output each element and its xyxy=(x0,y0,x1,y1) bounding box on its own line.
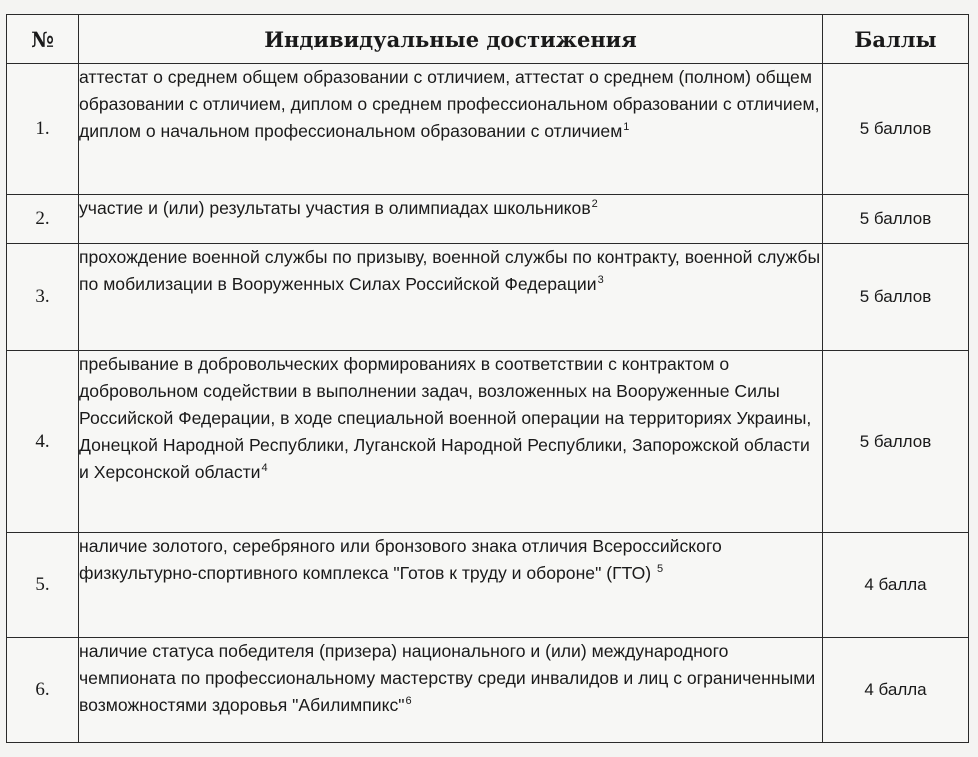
header-points: Баллы xyxy=(823,15,969,64)
row-description xyxy=(79,638,823,743)
achievements-table xyxy=(6,14,969,743)
table-row xyxy=(7,244,969,351)
row-number: 6. xyxy=(7,638,79,743)
row-number: 2. xyxy=(7,195,79,244)
row-number: 1. xyxy=(7,64,79,195)
footnote-mark: 5 xyxy=(657,563,664,576)
footnote-mark: 1 xyxy=(623,121,630,134)
row-description xyxy=(79,64,823,195)
row-description xyxy=(79,244,823,351)
table-row xyxy=(7,638,969,743)
row-text: пребывание в добровольческих формированиях в соответствии с контрактом о добровольном содействии в выполнении задач, возложенных на Вооруженные Силы Российской Федерации, в ходе специальной военной операции на территориях Украины, Донецкой Народной Республики, Луганской Народной Республики, Запорожской области и Херсонской области xyxy=(79,354,812,482)
row-points: 5 баллов xyxy=(823,244,969,351)
row-text: участие и (или) результаты участия в олимпиадах школьников xyxy=(79,198,591,218)
footnote-mark: 2 xyxy=(591,198,598,211)
table-header-row xyxy=(7,15,969,64)
row-text: наличие золотого, серебряного или бронзового знака отличия Всероссийского физкультурно-спортивного комплекса "Готов к труду и обороне" (ГТО) xyxy=(79,536,722,583)
row-points: 5 баллов xyxy=(823,351,969,533)
table-row xyxy=(7,533,969,638)
row-points: 4 балла xyxy=(823,533,969,638)
footnote-mark: 4 xyxy=(261,462,268,475)
footnote-mark: 6 xyxy=(405,695,412,708)
table-row xyxy=(7,195,969,244)
row-description xyxy=(79,533,823,638)
row-points: 5 баллов xyxy=(823,64,969,195)
row-text: аттестат о среднем общем образовании с отличием, аттестат о среднем (полном) общем образовании с отличием, диплом о среднем профессиональном образовании с отличием, диплом о начальном профессиональном образовании с отличием xyxy=(79,67,820,141)
row-number: 3. xyxy=(7,244,79,351)
footnote-mark: 3 xyxy=(597,274,604,287)
header-number: № xyxy=(7,15,79,64)
row-points: 5 баллов xyxy=(823,195,969,244)
table-row xyxy=(7,64,969,195)
header-achievement: Индивидуальные достижения xyxy=(79,15,823,64)
row-number: 5. xyxy=(7,533,79,638)
table-row xyxy=(7,351,969,533)
row-text: наличие статуса победителя (призера) национального и (или) международного чемпионата по профессиональному мастерству среди инвалидов и лиц с ограниченными возможностями здоровья "Абилимпикс" xyxy=(79,641,816,715)
row-text: прохождение военной службы по призыву, военной службы по контракту, военной службы по мобилизации в Вооруженных Силах Российской Федерации xyxy=(79,247,821,294)
row-points: 4 балла xyxy=(823,638,969,743)
row-description xyxy=(79,351,823,533)
row-description xyxy=(79,195,823,244)
row-number: 4. xyxy=(7,351,79,533)
